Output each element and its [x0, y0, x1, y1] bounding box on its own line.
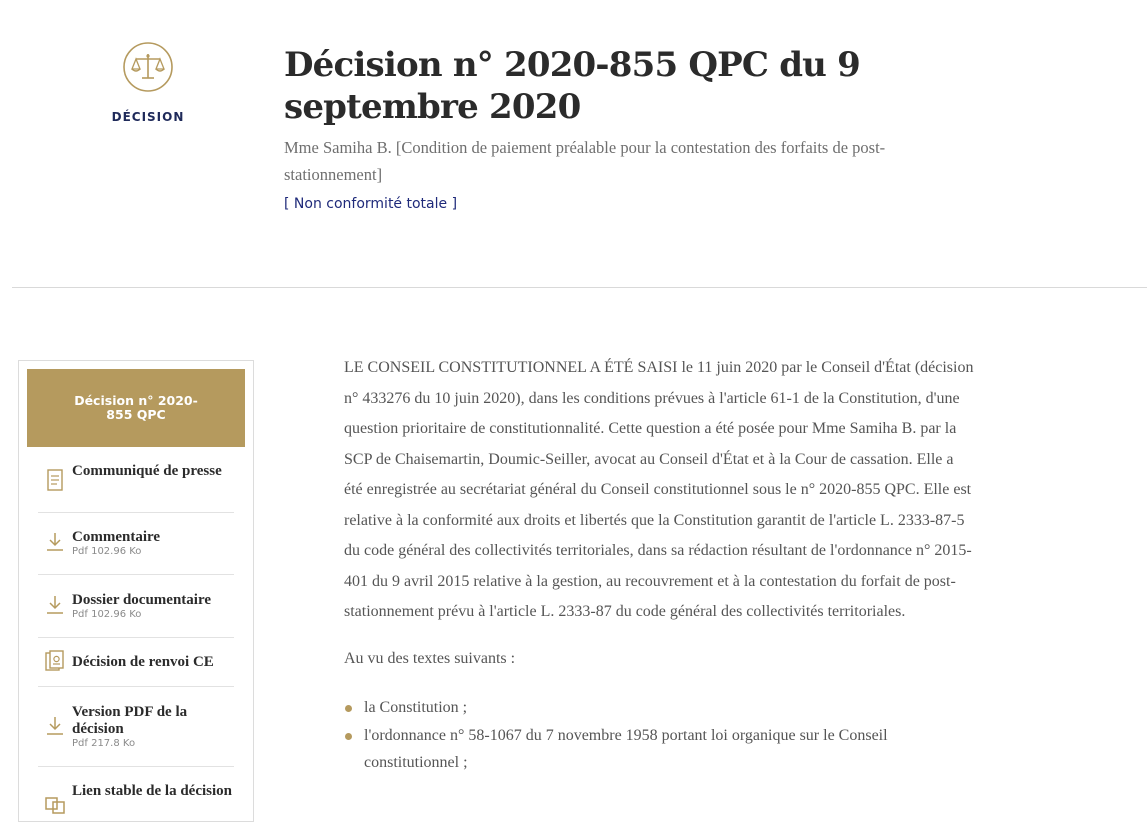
page-title: Décision n° 2020-855 QPC du 9 septembre 2020 — [284, 45, 861, 127]
sidebar-heading[interactable]: Décision n° 2020-855 QPC — [27, 369, 245, 447]
header-divider — [12, 287, 1147, 288]
intro-paragraph: LE CONSEIL CONSTITUTIONNEL A ÉTÉ SAISI le 11 juin 2020 par le Conseil d'État (décision n° 433276 du 10 juin 2020), dans les conditions prévues à l'article 61-1 de la Constitution, d'une question prioritaire de constitutionnalité. Cette question a été posée pour Mme Samiha B. par la SCP de Chaisemartin, Doumic-Seiller, avocat au Conseil d'État et à la Cour de cassation. Elle a été enregistrée au secrétariat général du Conseil constitutionnel sous le n° 2020-855 QPC. Elle est relative à la conformité aux droits et libertés que la Constitution garantit de l'article L. 2333-87-5 du code général des collectivités territoriales, dans sa rédaction résultant de l'ordonnance n° 2015-401 du 9 avril 2015 relative à la gestion, au recouvrement et à la contestation du forfait de post-stationnement prévu à l'article L. 2333-87 du code général des collectivités territoriales. — [344, 359, 974, 620]
download-icon — [45, 594, 65, 616]
sidebar-item-label: Version PDF de la décision — [72, 704, 188, 737]
referral-document-icon — [45, 650, 65, 672]
bullet-icon — [345, 705, 352, 712]
list-item: la Constitution ; — [344, 694, 974, 721]
download-icon — [45, 715, 65, 737]
sidebar-item-label: Commentaire — [72, 529, 161, 545]
link-icon — [45, 793, 65, 815]
texts-list — [344, 694, 974, 776]
decision-body — [344, 353, 974, 777]
list-item: l'ordonnance n° 58-1067 du 7 novembre 1958 portant loi organique sur le Conseil constitutionnel ; — [344, 722, 974, 776]
scales-of-justice-icon — [123, 42, 173, 92]
sidebar-item-commentaire[interactable] — [38, 513, 234, 575]
seen-texts-heading: Au vu des textes suivants : — [344, 649, 516, 667]
category-label: DÉCISION — [111, 110, 185, 124]
file-size: Pdf 217.8 Ko — [72, 738, 136, 749]
conformity-status: [ Non conformité totale ] — [284, 196, 458, 212]
file-size: Pdf 102.96 Ko — [72, 609, 142, 620]
sidebar-item-lien-stable[interactable] — [38, 767, 234, 827]
decision-category — [104, 42, 192, 124]
bullet-icon — [345, 733, 352, 740]
decision-subtitle: Mme Samiha B. [Condition de paiement préalable pour la contestation des forfaits de post-stationnement] — [284, 138, 886, 184]
sidebar-item-label: Décision de renvoi CE — [72, 654, 214, 670]
sidebar-item-label: Dossier documentaire — [72, 592, 212, 608]
sidebar-item-label: Communiqué de presse — [72, 463, 222, 479]
document-icon — [45, 469, 65, 491]
sidebar-item-communique[interactable] — [38, 447, 234, 513]
file-size: Pdf 102.96 Ko — [72, 546, 142, 557]
sidebar-item-version-pdf[interactable] — [38, 687, 234, 767]
decision-sidebar — [18, 360, 254, 822]
download-icon — [45, 531, 65, 553]
sidebar-item-dossier[interactable] — [38, 575, 234, 638]
sidebar-item-renvoi[interactable] — [38, 638, 234, 687]
sidebar-item-label: Lien stable de la décision — [72, 783, 233, 799]
